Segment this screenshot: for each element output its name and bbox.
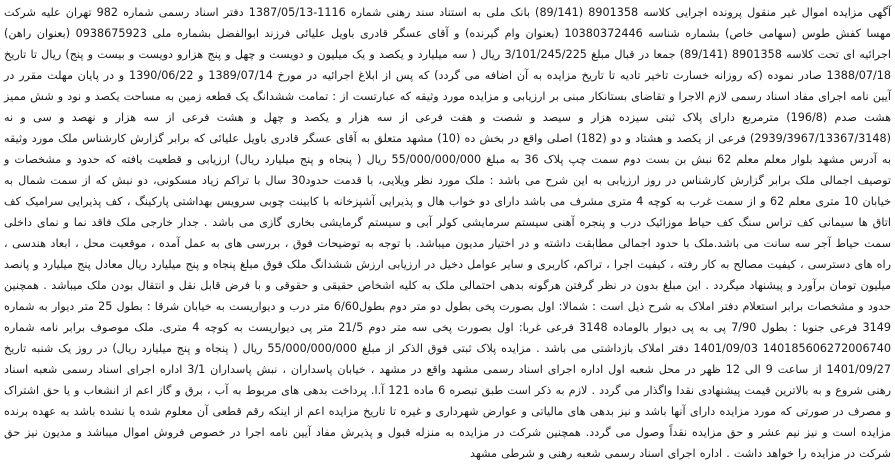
auction-notice-text: آگهی مزایده اموال غیر منقول پرونده اجرایی کلاسه 8901358 (89/141) بانک ملی به استناد سند رهنی شماره 1116-1387/05/13 دفتر اسناد رسمی شماره 982 تهران علیه شرکت مهسا کفش طوس (سهامی خاص) بشماره شناسه 10380372446 (بعنوان وام گیرنده) و آقای عسگر قادری باویل علیائی فرزند ابوالفضل بشماره ملی 0938675923 (بعنوان راهن) اجرائیه ای تحت کلاسه 8901358 (89/141) جمعا در قبال مبلغ 3/101/245/225 ریال ( سه میلیارد و یکصد و یک میلیون و دویست و چهل و پنج هزارو دویست و بیست و پنج) ریال تا تاریخ 1388/07/18 صادر نموده (که روزانه خسارت تاخیر تادیه تا تاریخ مزایده به آن اضافه می گردد) که پس از ابلاغ اجرائیه در مورخ 1389/07/14 و 1390/06/22 و در پایان مهلت مقرر در آیین نامه اجرای مفاد اسناد رسمی لازم الاجرا و تقاضای بستانکار مبنی بر ارزیابی و مزایده مورد وثیقه که عبارتست از : تمامت ششدانگ یک قطعه زمین به مساحت یکصد و نود و شش ممیز هشت صدم (196/8) مترمربع دارای پلاک ثبتی سیزده هزار و سیصد و شصت و هفت فرعی از سه هزار و یکصد و چهل و هشت فرعی از سه هزار و نهصد و سی و نه (2939/3967/13367/3148) فرعی از یکصد و هشتاد و دو (182) اصلی واقع در بخش ده (10) مشهد متعلق به آقای عسگر قادری باویل علیائی که برابر گزارش کارشناس ملک مورد وثیقه به آدرس مشهد بلوار معلم معلم 62 نبش بن بست دوم سمت چپ پلاک 36 به مبلغ 55/000/000/000 ریال ( پنجاه و پنج میلیارد ریال) ارزیابی و قطعیت یافته که حدود و مشخصات و توصیف اجمالی ملک برابر گزارش کارشناس در روز ارزیابی به این شرح می باشد : ملک مورد نظر ویلایی، با قدمت حدود30 سال با تراکم زیاد مسکونی، دو نبش که از سمت شمال به خیابان 10 متری معلم 62 و از سمت غرب به کوچه 4 متری مشرف می باشد دارای دو خواب هال و پذیرایی آشپزخانه با کابینت چوبی سرویس بهداشتی پارکینگ ، کف پذیرایی سرامیک کف اتاق ها سیمانی کف تراس سنگ کف حیاط موزائیک درب و پنجره آهنی سیستم سرمایشی کولر آبی و سیستم گرمایشی بخاری گازی می باشد . جدار خارجی ملک فاقد نما و نمای داخلی سمت حیاط آجر سه سانت می باشد.ملک با حدود اجمالی مطابقت داشته و در اختیار مدیون میباشد. با توجه به توضیحات فوق ، بررسی های به عمل آمده ، موقعیت محل ، ابعاد هندسی ، راه های دسترسی ، کیفیت مصالح به کار رفته ، کیفیت اجرا ، تراکم، کاربری و سایر عوامل دخیل در ارزیابی ارزش ششدانگ ملک فوق مبلغ پنجاه و پنج میلیارد ریال معادل پنج میلیارد و پانصد میلیون تومان برآورد و پیشنهاد میگردد . این مبلغ بدون در نظر گرفتن هرگونه بدهی احتمالی ملک به کلیه اشخاص حقیقی و حقوقی و با فرض قابل نقل و انتقال بودن ملک میباشد . همچنین حدود و مشخصات برابر استعلام دفتر املاک به شرح ذیل است : شمالا: اول بصورت پخی بطول دو متر دوم بطول6/60 متر درب و دیواریست به خیابان شرقا : بطول 25 متر دیوار به شماره 3149 فرعی جنوبا : بطول 7/90 پی به پی دیوار بالوماده 3148 فرعی غربا: اول بصورت پخی سه متر دوم 21/5 متر پی دیواریست به کوچه 4 متری. ملک موصوف برابر نامه شماره 140185606272006740 1401/09/03 دفتر املاک بازداشتی می باشد . مزایده پلاک ثبتی فوق الذکر از مبلغ 55/000/000/000 ریال ( پنجاه و پنج میلیارد ریال) در روز یک شنبه تاریخ 1401/09/27 از ساعت 9 الی 12 ظهر در محل شعبه اول اداره اجرای اسناد رسمی مشهد واقع در مشهد ، خیابان پاسداران ، نبش پاسداران 3/1 اداره اجرای اسناد رسمی شعبه اسناد رهنی شروع و به بالاترین قیمت پیشنهادی نقدا واگذار می گردد . لازم به ذکر است طبق تبصره 6 ماده 121 آ.ا. پرداخت بدهی های مربوط به آب ، برق و گاز اعم از انشعاب و یا حق اشتراک و مصرف در صورتی که مورد مزایده دارای آنها باشد و نیز بدهی های مالیاتی و عوارض شهرداری و غیره تا تاریخ مزایده اعم از اینکه رقم قطعی آن معلوم شده یا نشده باشد به عهده برنده مزایده است و نیز نیم عشر و حق مزایده نقداً وصول می گردد. همچنین شرکت در مزایده به منزله قبول و پذیرش مفاد آیین نامه اجرا در خصوص فروش اموال میباشد و مدیون نیز حق شرکت در مزایده را خواهد داشت . اداره اجرای اسناد رسمی شعبه رهنی و شرطی مشهد (4, 6, 892, 460)
